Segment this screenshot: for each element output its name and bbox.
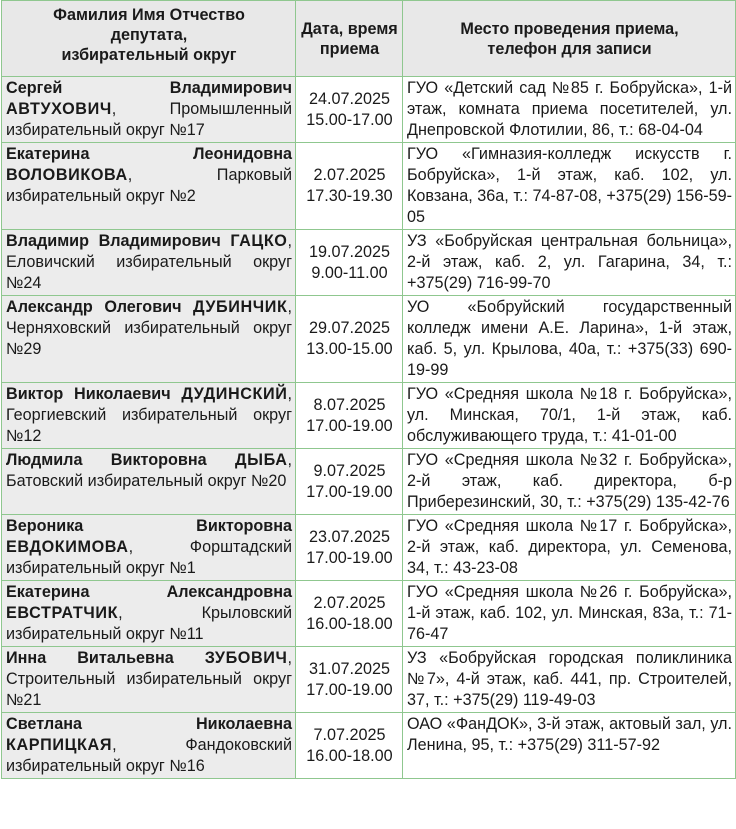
- deputy-given-names: Инна Витальевна: [6, 649, 205, 667]
- deputy-surname: КАРПИЦКАЯ: [6, 736, 113, 754]
- header-date-line-1: Дата, время: [301, 19, 398, 38]
- reception-date: 31.07.2025: [308, 659, 391, 678]
- deputy-surname: ДУБИНЧИК: [193, 298, 288, 316]
- reception-time: 15.00-17.00: [306, 110, 393, 129]
- reception-date: 8.07.2025: [313, 395, 386, 414]
- place-cell: ГУО «Гимназия-колледж искусств г. Бобруйска», 1-й этаж, каб. 102, ул. Ковзана, 36а, т.: 74-87-08, +375(29) 156-59-05: [403, 143, 736, 230]
- deputy-surname: ЕВСТРАТЧИК: [6, 604, 119, 622]
- table-row: [2, 296, 736, 383]
- deputy-given-names: Екатерина Александровна: [6, 583, 292, 601]
- reception-date: 29.07.2025: [308, 319, 391, 337]
- deputy-surname: ДУДИНСКИЙ: [181, 385, 288, 403]
- deputy-surname: ГАЦКО: [230, 232, 288, 250]
- place-cell: ГУО «Средняя школа №17 г. Бобруйска», 2-й этаж, каб. директора, ул. Семенова, 34, т.: 43-23-08: [403, 515, 736, 581]
- deputy-district: , Форштадский избирательный округ №1: [6, 538, 292, 577]
- deputy-district: , Промышленный избирательный округ №17: [6, 100, 292, 139]
- header-row: [2, 1, 736, 77]
- reception-time: 17.30-19.30: [306, 187, 393, 205]
- deputy-given-names: Светлана Николаевна: [6, 715, 292, 733]
- reception-time: 17.00-19.00: [306, 548, 393, 567]
- deputy-cell: [2, 515, 296, 581]
- reception-date: 9.07.2025: [313, 461, 386, 480]
- place-cell: ГУО «Детский сад №85 г. Бобруйска», 1-й этаж, комната приема посетителей, ул. Днепровской Флотилии, 86, т.: 68-04-04: [403, 77, 736, 143]
- header-date-time: [296, 1, 403, 77]
- deputy-given-names: Екатерина Леонидовна: [6, 145, 292, 163]
- deputy-given-names: Александр Олегович: [6, 298, 194, 316]
- deputy-district: , Фандоковский избирательный округ №16: [6, 736, 292, 775]
- deputy-surname: ЕВДОКИМОВА: [6, 538, 129, 556]
- table-row: [2, 449, 736, 515]
- deputy-district: , Черняховский избирательный округ №29: [6, 298, 292, 358]
- deputy-district: , Батовский избирательный округ №20: [6, 451, 292, 490]
- place-cell: УЗ «Бобруйская городская поликлиника №7», 4-й этаж, каб. 441, пр. Строителей, 37, т.: +375(29) 119-49-03: [403, 647, 736, 713]
- reception-time: 17.00-19.00: [306, 680, 393, 699]
- datetime-cell: [296, 581, 403, 647]
- deputy-given-names: Вероника Викторовна: [6, 517, 292, 535]
- deputy-cell: [2, 647, 296, 713]
- deputy-cell: [2, 383, 296, 449]
- datetime-cell: [296, 296, 403, 383]
- deputy-cell: [2, 230, 296, 296]
- reception-time: 13.00-15.00: [306, 340, 393, 358]
- header-place-phone: [403, 1, 736, 77]
- table-body: [2, 77, 736, 779]
- datetime-cell: [296, 515, 403, 581]
- deputy-district: , Еловичский избирательный округ №24: [6, 232, 292, 292]
- deputy-given-names: Виктор Николаевич: [6, 385, 182, 403]
- deputy-cell: [2, 77, 296, 143]
- table-row: [2, 383, 736, 449]
- table-row: [2, 581, 736, 647]
- table-row: [2, 515, 736, 581]
- reception-date: 7.07.2025: [313, 725, 386, 744]
- header-date-line-2: приема: [319, 39, 380, 58]
- deputy-cell: [2, 581, 296, 647]
- table-row: [2, 143, 736, 230]
- reception-date: 24.07.2025: [308, 89, 391, 108]
- header-name-line-3: избирательный округ: [61, 46, 237, 64]
- deputy-cell: [2, 449, 296, 515]
- place-cell: ГУО «Средняя школа №18 г. Бобруйска», ул. Минская, 70/1, 1-й этаж, каб. обслуживающего труда, т.: 41-01-00: [403, 383, 736, 449]
- reception-time: 16.00-18.00: [306, 614, 393, 633]
- header-place-line-2: телефон для записи: [487, 39, 652, 58]
- reception-time: 9.00-11.00: [311, 263, 388, 282]
- place-cell: УЗ «Бобруйская центральная больница», 2-й этаж, каб. 2, ул. Гагарина, 34, т.: +375(29) 716-99-70: [403, 230, 736, 296]
- deputy-given-names: Людмила Викторовна: [6, 451, 235, 469]
- datetime-cell: [296, 713, 403, 779]
- datetime-cell: [296, 230, 403, 296]
- reception-date: 2.07.2025: [313, 593, 386, 612]
- deputy-district: , Георгиевский избирательный округ №12: [6, 385, 292, 445]
- datetime-cell: [296, 143, 403, 230]
- table-row: [2, 647, 736, 713]
- table-row: [2, 230, 736, 296]
- deputy-surname: ЗУБОВИЧ: [204, 649, 288, 667]
- place-cell: ГУО «Средняя школа №26 г. Бобруйска», 1-й этаж, каб. 102, ул. Минская, 83а, т.: 71-76-47: [403, 581, 736, 647]
- deputy-surname: ДЫБА: [235, 451, 288, 469]
- table-row: [2, 77, 736, 143]
- deputy-given-names: Сергей Владимирович: [6, 79, 292, 97]
- reception-time: 16.00-18.00: [306, 746, 393, 765]
- deputy-surname: АВТУХОВИЧ: [6, 100, 112, 118]
- reception-time: 17.00-19.00: [306, 482, 393, 501]
- datetime-cell: [296, 449, 403, 515]
- header-place-line-1: Место проведения приема,: [460, 19, 679, 38]
- datetime-cell: [296, 383, 403, 449]
- deputy-district: , Крыловский избирательный округ №11: [6, 604, 292, 643]
- place-cell: ГУО «Средняя школа №32 г. Бобруйска», 2-й этаж, каб. директора, б-р Приберезинский, 30, т.: +375(29) 135-42-76: [403, 449, 736, 515]
- deputy-district: , Строительный избирательный округ №21: [6, 649, 292, 709]
- reception-date: 19.07.2025: [308, 242, 391, 261]
- deputy-cell: [2, 713, 296, 779]
- reception-date: 23.07.2025: [308, 527, 391, 546]
- reception-schedule-table: [1, 0, 736, 779]
- deputy-cell: [2, 296, 296, 383]
- reception-date: 2.07.2025: [313, 166, 386, 184]
- table-row: [2, 713, 736, 779]
- datetime-cell: [296, 647, 403, 713]
- place-cell: УО «Бобруйский государственный колледж имени А.Е. Ларина», 1-й этаж, каб. 5, ул. Крылова, 40а, т.: +375(33) 690-19-99: [403, 296, 736, 383]
- deputy-given-names: Владимир Владимирович: [6, 232, 231, 250]
- deputy-cell: [2, 143, 296, 230]
- header-name-line-2: депутата,: [110, 26, 188, 44]
- reception-time: 17.00-19.00: [306, 416, 393, 435]
- datetime-cell: [296, 77, 403, 143]
- place-cell: ОАО «ФанДОК», 3-й этаж, актовый зал, ул. Ленина, 95, т.: +375(29) 311-57-92: [403, 713, 736, 779]
- deputy-surname: ВОЛОВИКОВА: [6, 166, 128, 184]
- header-name-district: [2, 1, 296, 77]
- header-name-line-1: Фамилия Имя Отчество: [53, 6, 245, 24]
- deputy-district: , Парковый избирательный округ №2: [6, 166, 292, 205]
